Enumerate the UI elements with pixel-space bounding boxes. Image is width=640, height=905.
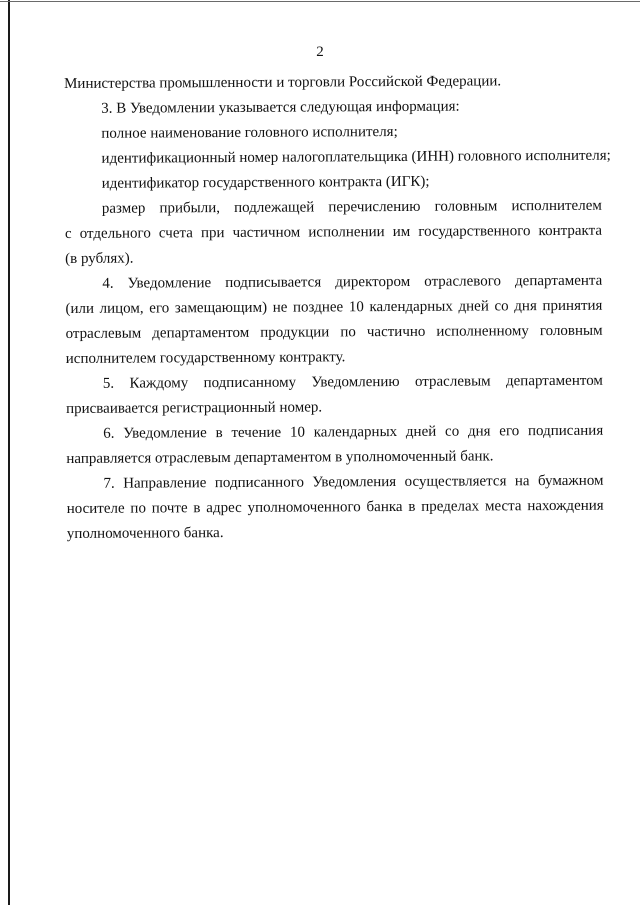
document-body <box>64 69 611 547</box>
text-line: уполномоченного банка. <box>66 525 224 542</box>
text-line: носителе по почте в адрес уполномоченного банка в пределах места нахождения <box>66 497 604 517</box>
text-line: полное наименование головного исполнителя; <box>101 123 398 142</box>
text-line: идентификационный номер налогоплательщика (ИНН) головного исполнителя; <box>101 147 611 167</box>
text-line: с отдельного счета при частичном исполнении им государственного контракта <box>64 222 603 242</box>
text-line: Министерства промышленности и торговли Российской Федерации. <box>64 73 502 92</box>
page-number: 2 <box>316 44 324 60</box>
text-line: (или лицом, его замещающим) не позднее 10 календарных дней со дня принятия <box>65 297 603 317</box>
text-line: (в рублях). <box>65 250 134 267</box>
text-line: отраслевым департаментом продукции по частично исполненному головным <box>65 322 603 342</box>
text-line: идентификатор государственного контракта (ИГК); <box>101 173 430 192</box>
text-line: исполнителем государственному контракту. <box>65 349 346 367</box>
text-line: 7. Направление подписанного Уведомления осуществляется на бумажном <box>103 472 604 492</box>
scan-edge-top <box>0 1 640 2</box>
text-line: 3. В Уведомлении указывается следующая информация: <box>101 98 460 117</box>
text-line: размер прибыли, подлежащей перечислению головным исполнителем <box>101 197 602 217</box>
text-line: присваивается регистрационный номер. <box>66 399 323 417</box>
scan-edge-left <box>8 0 10 905</box>
text-line: 4. Уведомление подписывается директором отраслевого департамента <box>102 272 603 292</box>
text-line: 6. Уведомление в течение 10 календарных дней со дня его подписания <box>103 422 604 442</box>
text-line: направляется отраслевым департаментом в уполномоченный банк. <box>66 448 494 467</box>
text-line: 5. Каждому подписанному Уведомлению отраслевым департаментом <box>102 372 603 392</box>
